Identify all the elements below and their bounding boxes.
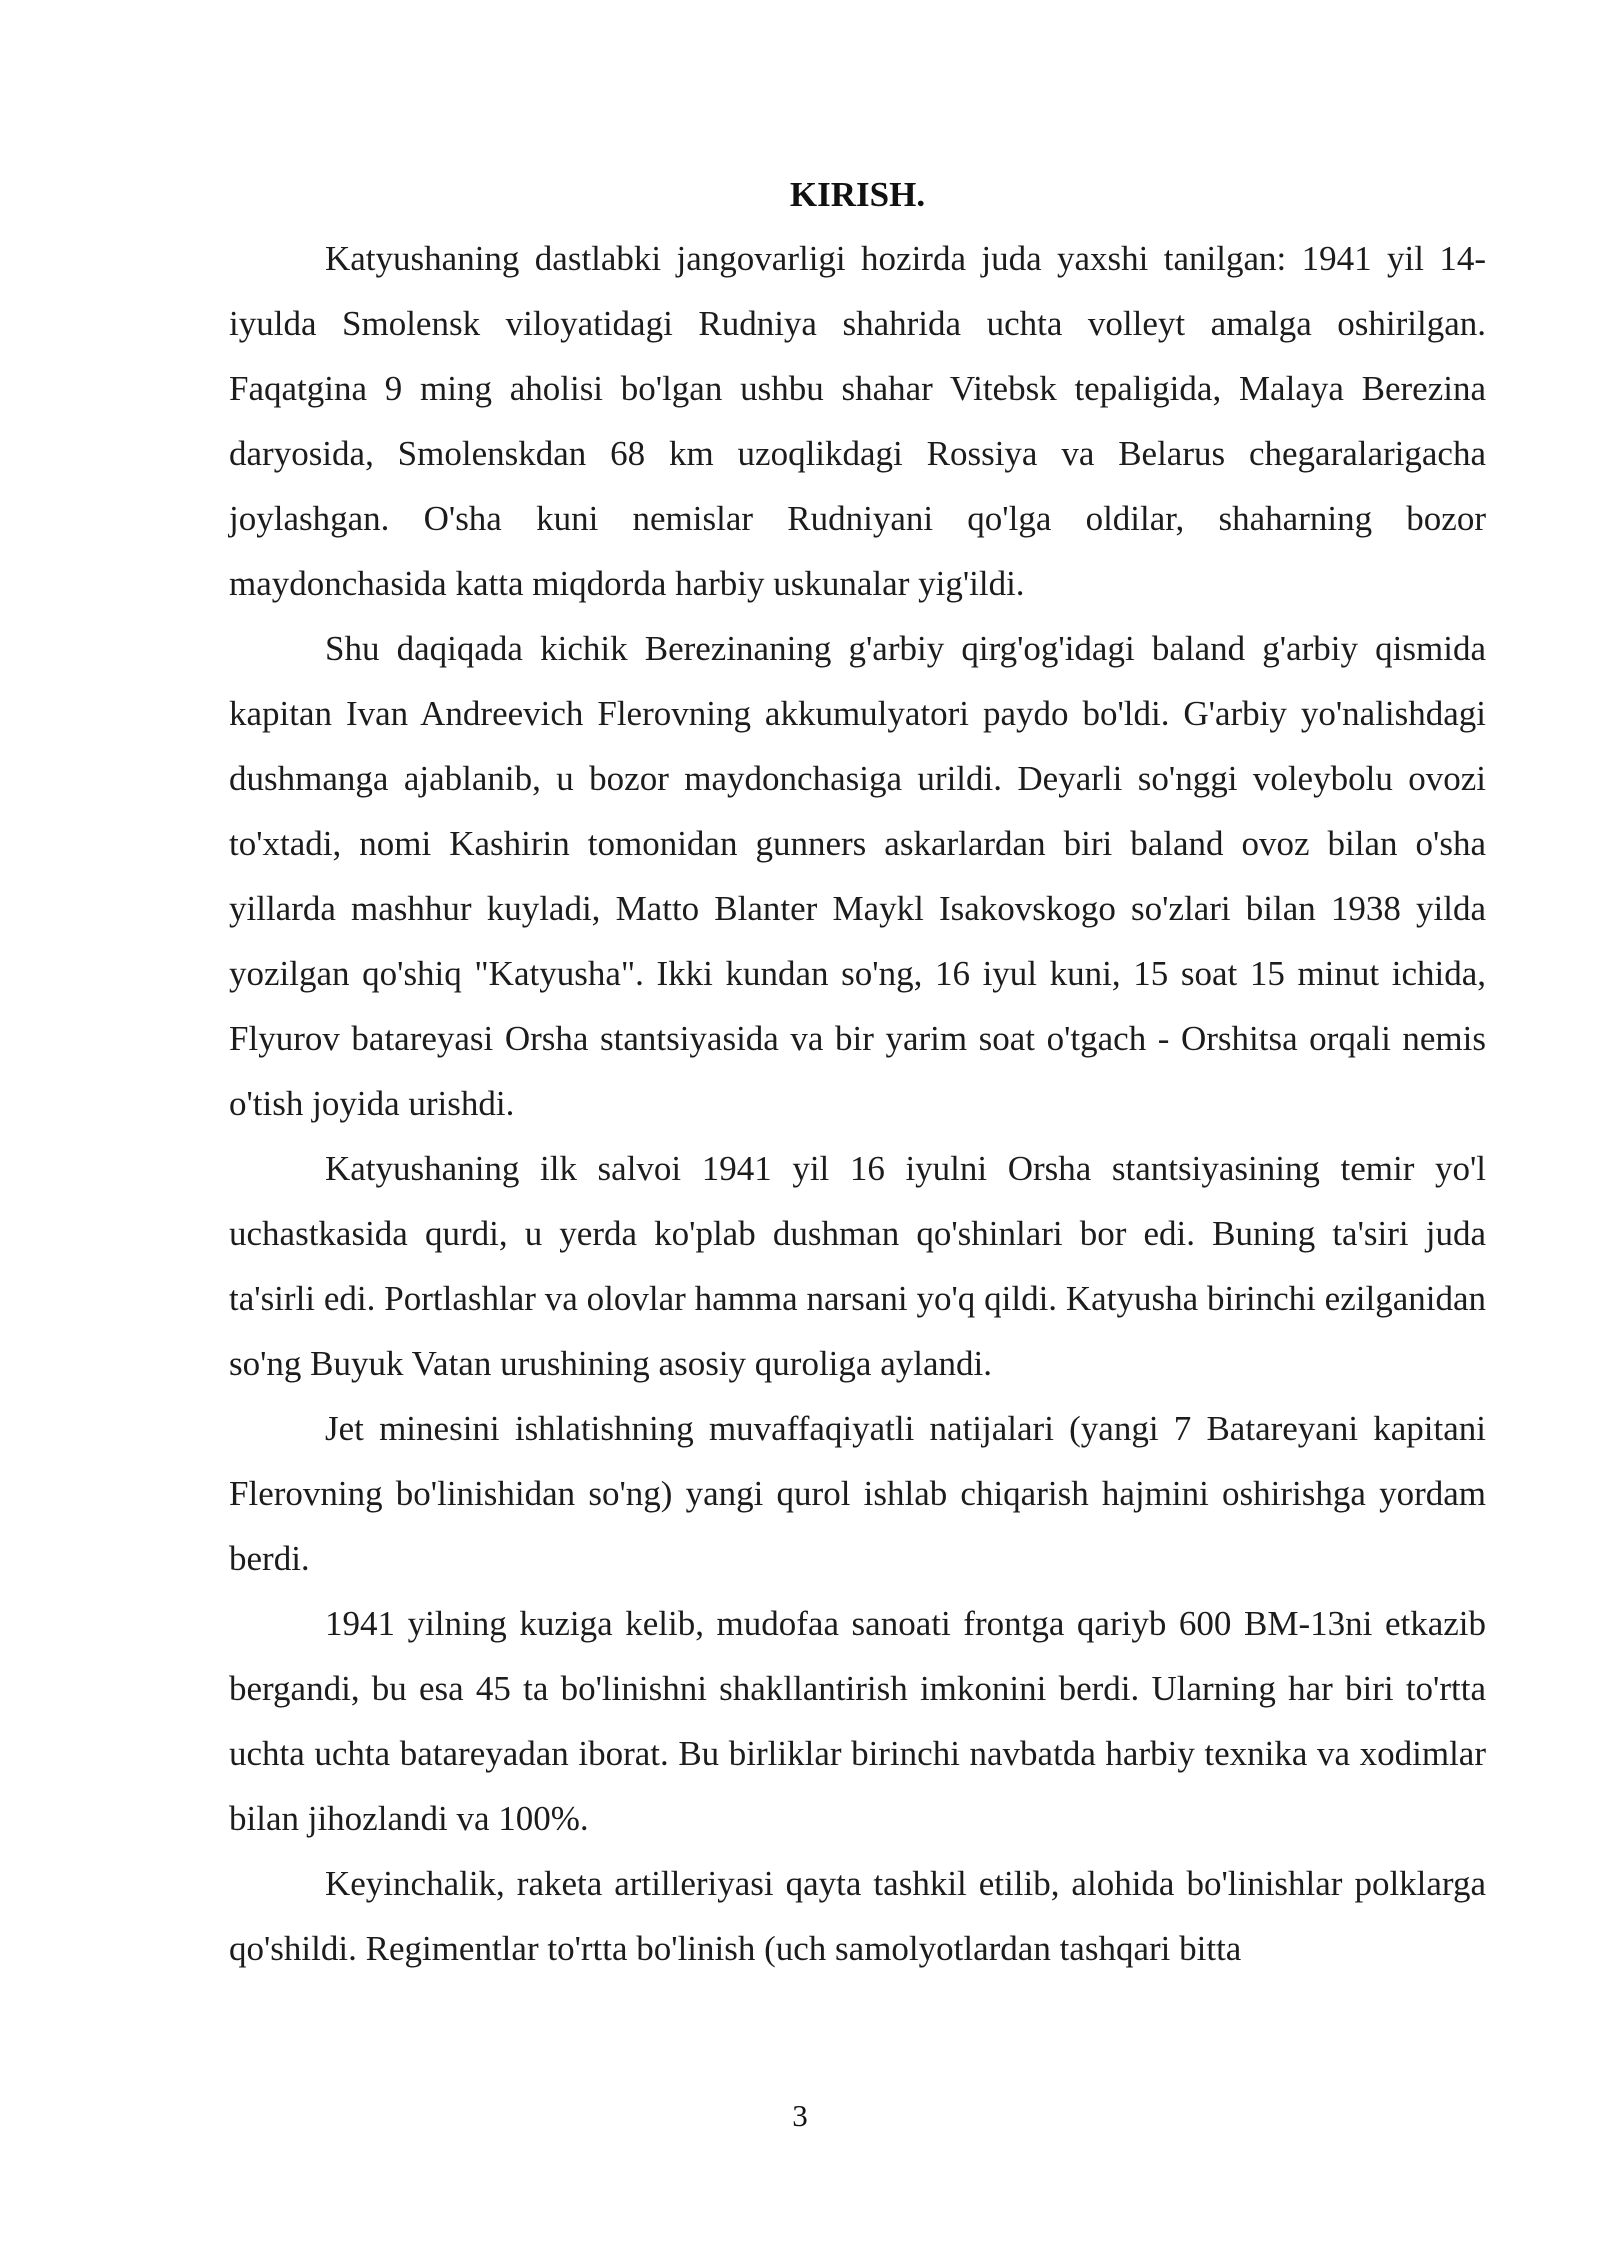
page-number: 3 xyxy=(792,2098,808,2133)
page-body xyxy=(229,164,1486,1981)
paragraph-5: 1941 yilning kuziga kelib, mudofaa sanoati frontga qariyb 600 BM-13ni etkazib bergandi, bu esa 45 ta bo'linishni shakllantirish imkonini berdi. Ularning har biri to'rtta uchta uchta batareyadan iborat. Bu birliklar birinchi navbatda harbiy texnika va xodimlar bilan jihozlandi va 100%. xyxy=(229,1604,1486,1838)
paragraph-2: Shu daqiqada kichik Berezinaning g'arbiy qirg'og'idagi baland g'arbiy qismida kapitan Ivan Andreevich Flerovning akkumulyatori paydo bo'ldi. G'arbiy yo'nalishdagi dushmanga ajablanib, u bozor maydonchasiga urildi. Deyarli so'nggi voleybolu ovozi to'xtadi, nomi Kashirin tomonidan gunners askarlardan biri baland ovoz bilan o'sha yillarda mashhur kuyladi, Matto Blanter Maykl Isakovskogo so'zlari bilan 1938 yilda yozilgan qo'shiq "Katyusha". Ikki kundan so'ng, 16 iyul kuni, 15 soat 15 minut ichida, Flyurov batareyasi Orsha stantsiyasida va bir yarim soat o'tgach - Orshitsa orqali nemis o'tish joyida urishdi. xyxy=(229,629,1486,1123)
paragraph-4: Jet minesini ishlatishning muvaffaqiyatli natijalari (yangi 7 Batareyani kapitani Flerovning bo'linishidan so'ng) yangi qurol ishlab chiqarish hajmini oshirishga yordam berdi. xyxy=(229,1409,1486,1578)
section-title: KIRISH. xyxy=(789,175,926,214)
paragraph-3: Katyushaning ilk salvoi 1941 yil 16 iyulni Orsha stantsiyasining temir yo'l uchastkasida qurdi, u yerda ko'plab dushman qo'shinlari bor edi. Buning ta'siri juda ta'sirli edi. Portlashlar va olovlar hamma narsani yo'q qildi. Katyusha birinchi ezilganidan so'ng Buyuk Vatan urushining asosiy quroliga aylandi. xyxy=(229,1149,1486,1383)
paragraph-1: Katyushaning dastlabki jangovarligi hozirda juda yaxshi tanilgan: 1941 yil 14-iyulda Smolensk viloyatidagi Rudniya shahrida uchta volleyt amalga oshirilgan. Faqatgina 9 ming aholisi bo'lgan ushbu shahar Vitebsk tepaligida, Malaya Berezina daryosida, Smolenskdan 68 km uzoqlikdagi Rossiya va Belarus chegaralarigacha joylashgan. O'sha kuni nemislar Rudniyani qo'lga oldilar, shaharning bozor maydonchasida katta miqdorda harbiy uskunalar yig'ildi. xyxy=(229,239,1486,603)
paragraph-6: Keyinchalik, raketa artilleriyasi qayta tashkil etilib, alohida bo'linishlar polklarga qo'shildi. Regimentlar to'rtta bo'linish (uch samolyotlardan tashqari bitta xyxy=(229,1864,1486,1968)
